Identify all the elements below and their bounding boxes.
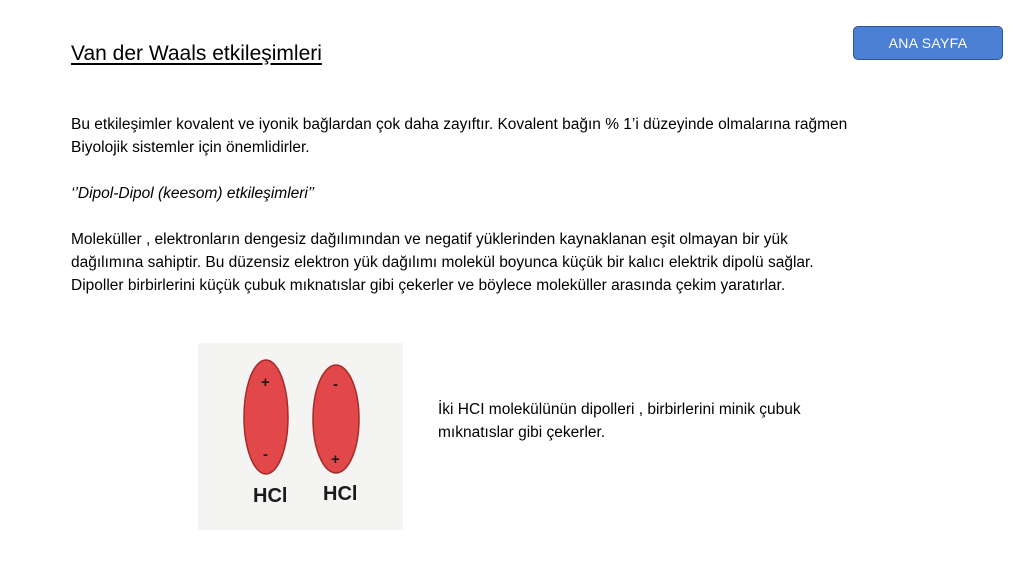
section-subheading: ‘’Dipol-Dipol (keesom) etkileşimleri’’ <box>71 185 315 202</box>
dipole-line-2: dağılımına sahiptir. Bu düzensiz elektron yük dağılımı molekül boyunca küçük bir kalıcı elektrik dipolü sağlar. <box>71 254 814 271</box>
right-top-sign: - <box>333 376 338 393</box>
home-button[interactable]: ANA SAYFA <box>853 26 1003 60</box>
page-title: Van der Waals etkileşimleri <box>71 42 322 65</box>
dipole-illustration <box>198 343 403 530</box>
left-molecule-label: HCl <box>253 485 288 507</box>
dipole-paragraph <box>71 228 971 297</box>
caption-line-2: mıknatıslar gibi çekerler. <box>438 424 606 441</box>
intro-line-1: Bu etkileşimler kovalent ve iyonik bağlardan çok daha zayıftır. Kovalent bağın % 1’i düzeyinde olmalarına rağmen <box>71 116 848 133</box>
left-bottom-sign: - <box>263 446 268 463</box>
dipole-line-1: Moleküller , elektronların dengesiz dağılımından ve negatif yüklerinden kaynaklanan eşit olmayan bir yük <box>71 231 788 248</box>
figure-caption <box>438 398 898 444</box>
dipole-figure <box>198 343 403 530</box>
dipole-line-3: Dipoller birbirlerini küçük çubuk mıknatıslar gibi çekerler ve böylece moleküller arasında çekim yaratırlar. <box>71 277 786 294</box>
right-bottom-sign: + <box>331 451 340 468</box>
left-top-sign: + <box>261 374 270 391</box>
right-molecule-label: HCl <box>323 483 358 505</box>
caption-line-1: İki HCI molekülünün dipolleri , birbirlerini minik çubuk <box>438 401 801 418</box>
intro-paragraph <box>71 113 971 159</box>
intro-line-2: Biyolojik sistemler için önemlidirler. <box>71 139 310 156</box>
